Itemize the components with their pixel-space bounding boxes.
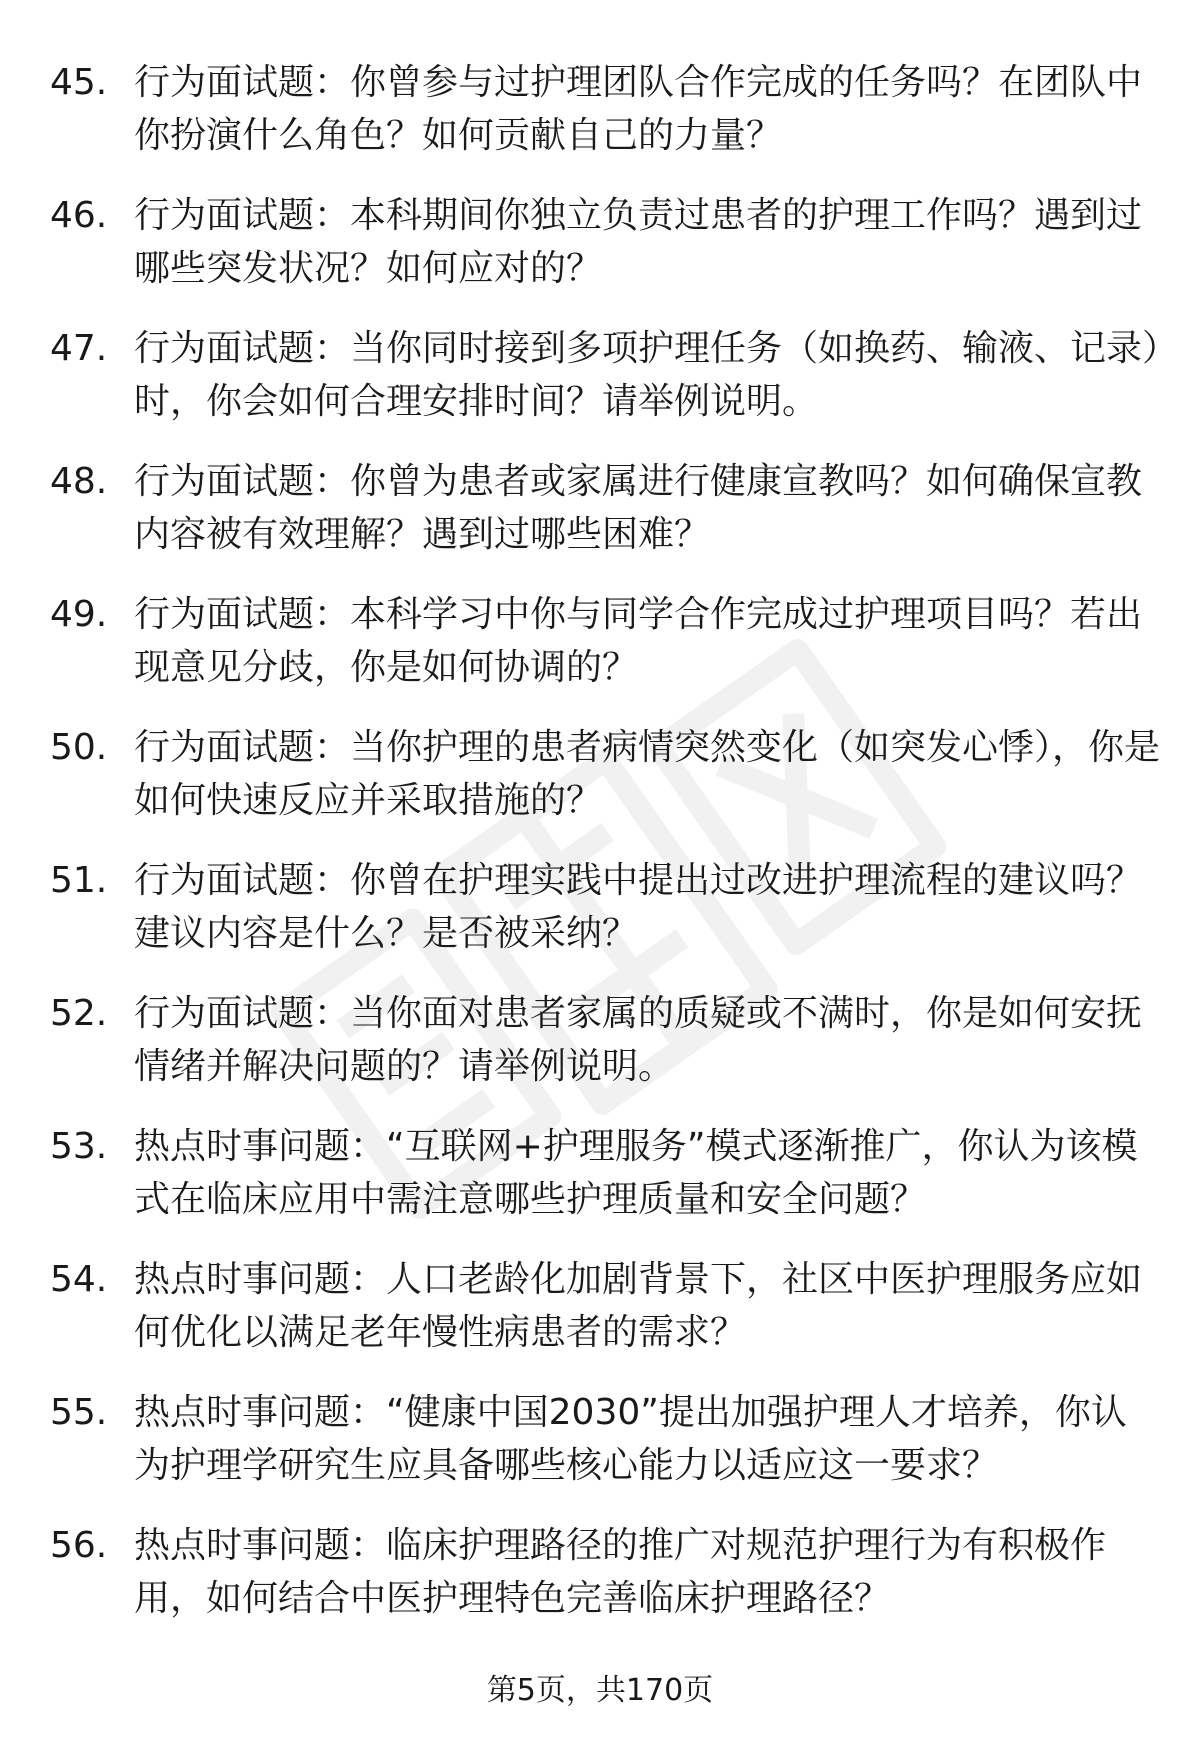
question-item bbox=[50, 322, 1160, 455]
page-number-footer: 第5页，共170页 bbox=[486, 1673, 714, 1708]
question-item bbox=[50, 987, 1160, 1120]
question-text: 行为面试题：你曾参与过护理团队合作完成的任务吗？在团队中你扮演什么角色？如何贡献自己的力量？ bbox=[134, 62, 1143, 156]
question-text: 行为面试题：本科期间你独立负责过患者的护理工作吗？遇到过哪些突发状况？如何应对的？ bbox=[134, 195, 1143, 289]
question-text: 行为面试题：本科学习中你与同学合作完成过护理项目吗？若出现意见分歧，你是如何协调的？ bbox=[134, 594, 1143, 688]
question-item bbox=[50, 1120, 1160, 1253]
question-item bbox=[50, 56, 1160, 189]
question-text: 热点时事问题：人口老龄化加剧背景下，社区中医护理服务应如何优化以满足老年慢性病患者的需求？ bbox=[134, 1259, 1143, 1353]
question-number: 47. bbox=[50, 328, 108, 369]
question-number: 55. bbox=[50, 1392, 108, 1433]
question-item bbox=[50, 854, 1160, 987]
question-number: 56. bbox=[50, 1525, 108, 1566]
question-text: 热点时事问题：“互联网+护理服务”模式逐渐推广，你认为该模式在临床应用中需注意哪些护理质量和安全问题？ bbox=[134, 1126, 1138, 1220]
question-number: 54. bbox=[50, 1259, 108, 1300]
question-item bbox=[50, 1253, 1160, 1386]
question-text: 行为面试题：当你护理的患者病情突然变化（如突发心悸），你是如何快速反应并采取措施的？ bbox=[134, 727, 1161, 821]
question-text: 热点时事问题：临床护理路径的推广对规范护理行为有积极作用，如何结合中医护理特色完善临床护理路径？ bbox=[134, 1525, 1107, 1619]
question-list bbox=[50, 56, 1160, 1652]
question-number: 45. bbox=[50, 62, 108, 103]
question-number: 51. bbox=[50, 860, 108, 901]
question-item bbox=[50, 588, 1160, 721]
question-number: 52. bbox=[50, 993, 108, 1034]
question-number: 48. bbox=[50, 461, 108, 502]
question-number: 53. bbox=[50, 1126, 108, 1167]
question-item bbox=[50, 721, 1160, 854]
question-item bbox=[50, 455, 1160, 588]
question-item bbox=[50, 1519, 1160, 1652]
question-text: 行为面试题：你曾在护理实践中提出过改进护理流程的建议吗？建议内容是什么？是否被采纳？ bbox=[134, 860, 1143, 954]
question-text: 行为面试题：当你同时接到多项护理任务（如换药、输液、记录）时，你会如何合理安排时间？请举例说明。 bbox=[134, 328, 1161, 422]
question-item bbox=[50, 1386, 1160, 1519]
question-number: 49. bbox=[50, 594, 108, 635]
question-number: 46. bbox=[50, 195, 108, 236]
question-text: 热点时事问题：“健康中国2030”提出加强护理人才培养，你认为护理学研究生应具备哪些核心能力以适应这一要求？ bbox=[134, 1392, 1127, 1486]
question-text: 行为面试题：当你面对患者家属的质疑或不满时，你是如何安抚情绪并解决问题的？请举例说明。 bbox=[134, 993, 1143, 1087]
question-number: 50. bbox=[50, 727, 108, 768]
question-item bbox=[50, 189, 1160, 322]
question-text: 行为面试题：你曾为患者或家属进行健康宣教吗？如何确保宣教内容被有效理解？遇到过哪些困难？ bbox=[134, 461, 1143, 555]
